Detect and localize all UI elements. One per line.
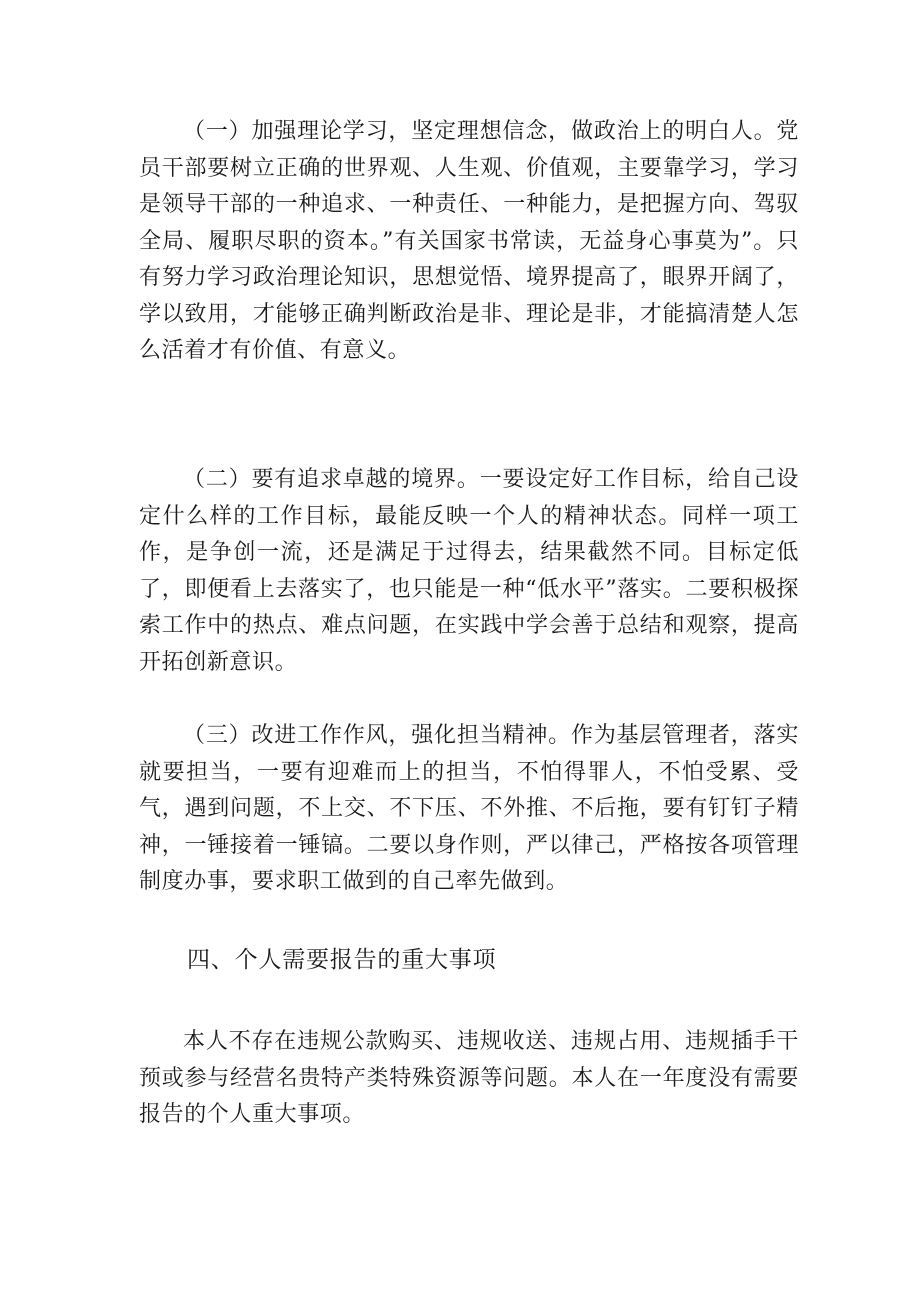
- section-heading: 四、个人需要报告的重大事项: [187, 947, 497, 973]
- paragraph-pursue-excellence: （二）要有追求卓越的境界。一要设定好工作目标，给自己设定什么样的工作目标，最能反映一个人的精神状态。同样一项工作，是争创一流，还是满足于过得去，结果截然不同。目标定低了，即便看上去落实了，也只能是一种“低水平”落实。二要积极探索工作中的热点、难点问题，在实践中学会善于总结和观察，提高开拓创新意识。: [139, 467, 799, 675]
- paragraph-study-theory: （一）加强理论学习，坚定理想信念，做政治上的明白人。党员干部要树立正确的世界观、人生观、价值观，主要靠学习，学习是领导干部的一种追求、一种责任、一种能力，是把握方向、驾驭全局、履职尽职的资本。”有关国家书常读，无益身心事莫为”。只有努力学习政治理论知识，思想觉悟、境界提高了，眼界开阔了，学以致用，才能够正确判断政治是非、理论是非，才能搞清楚人怎么活着才有价值、有意义。: [139, 119, 799, 363]
- paragraph-work-style: （三）改进工作作风，强化担当精神。作为基层管理者，落实就要担当，一要有迎难而上的担当，不怕得罪人，不怕受累、受气，遇到问题，不上交、不下压、不外推、不后拖，要有钉钉子精神，一锤接着一锤镐。二要以身作则，严以律己，严格按各项管理制度办事，要求职工做到的自己率先做到。: [139, 723, 799, 894]
- paragraph-personal-matters: 本人不存在违规公款购买、违规收送、违规占用、违规插手干预或参与经营名贵特产类特殊资源等问题。本人在一年度没有需要报告的个人重大事项。: [139, 1029, 799, 1127]
